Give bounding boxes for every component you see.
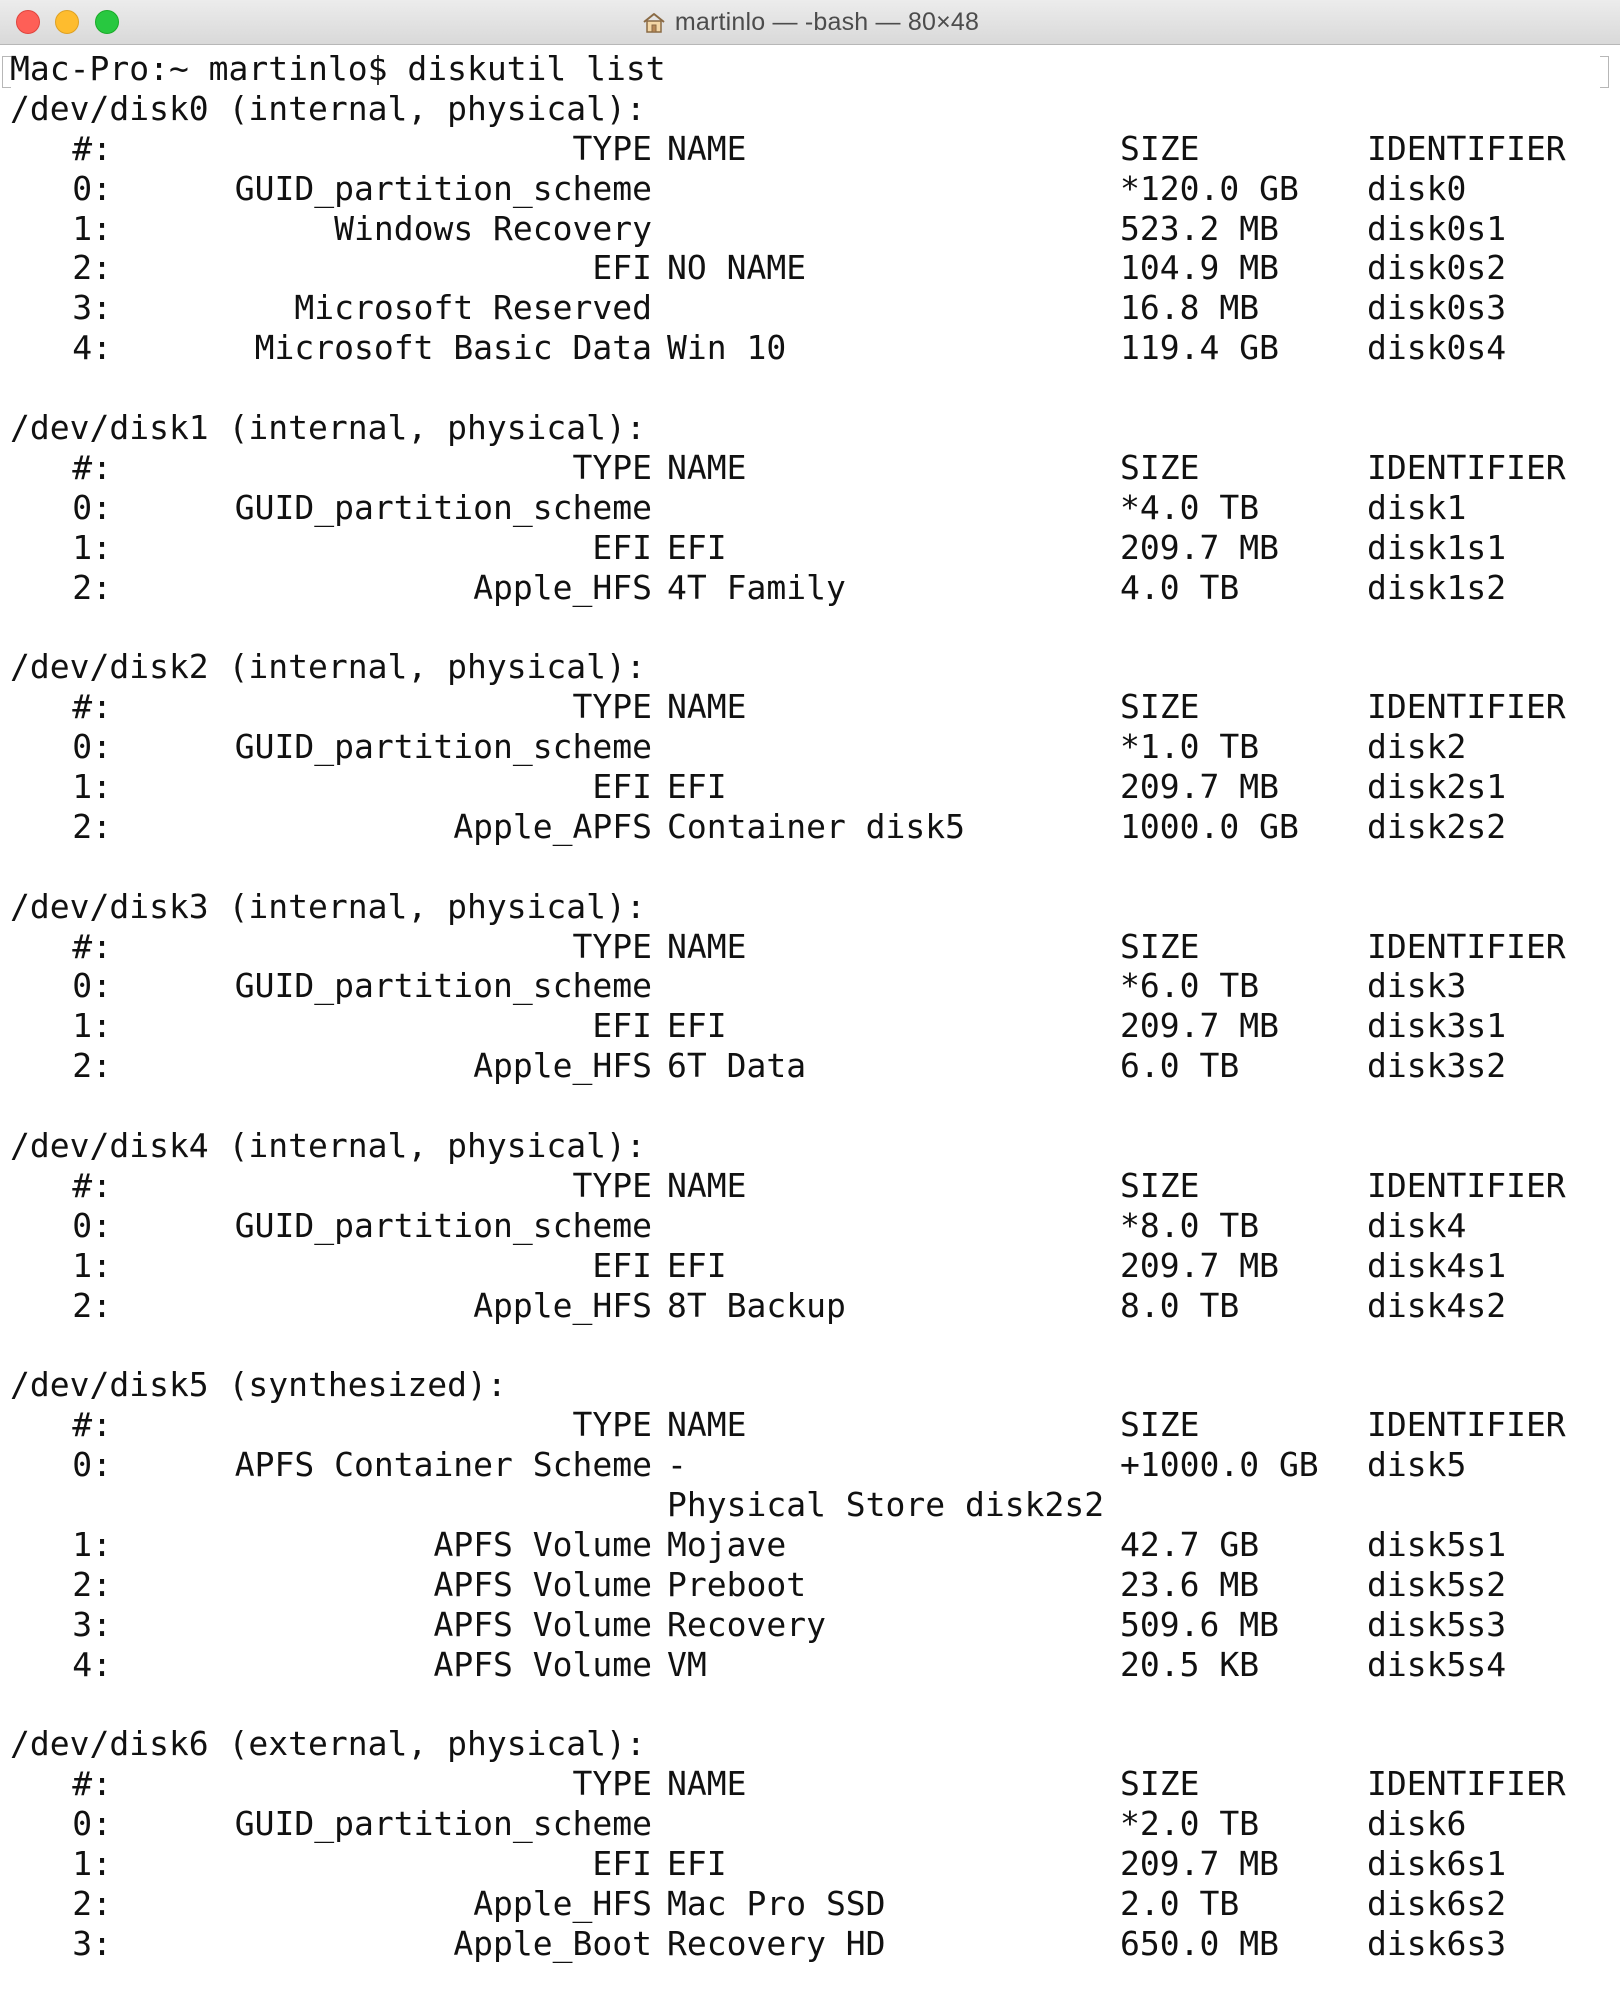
partition-row [10,1246,1605,1286]
partition-size: 2.0 TB [1120,1883,1240,1923]
partition-type: APFS Volume [433,1524,652,1564]
partition-identifier: disk5s3 [1367,1604,1507,1644]
window-title: martinlo — -bash — 80×48 [674,8,980,36]
partition-name: Preboot [667,1564,807,1604]
column-name-header: NAME [667,1405,747,1445]
partition-identifier: disk0s3 [1367,288,1507,328]
disk-header: /dev/disk5 (synthesized): [10,1365,507,1405]
partition-row [10,1804,1605,1844]
partition-size: *6.0 TB [1120,966,1260,1006]
partition-size: 4.0 TB [1120,567,1240,607]
partition-identifier: disk2 [1367,727,1467,767]
partition-row [10,1286,1605,1326]
partition-identifier: disk1 [1367,487,1467,527]
partition-name: 4T Family [667,567,846,607]
partition-identifier: disk4s2 [1367,1285,1507,1325]
partition-row [10,169,1605,209]
column-identifier-header: IDENTIFIER [1367,1405,1566,1445]
home-icon [641,11,667,35]
partition-name: EFI [667,527,727,567]
disk-header: /dev/disk1 (internal, physical): [10,408,646,448]
disk-header-line [10,1126,1605,1166]
partition-type: Apple_HFS [473,1883,652,1923]
column-identifier-header: IDENTIFIER [1367,1165,1566,1205]
partition-size: 509.6 MB [1120,1604,1279,1644]
blank-line [10,607,1605,647]
partition-type: EFI [592,1006,652,1046]
partition-type: EFI [592,248,652,288]
column-header-line [10,927,1605,967]
partition-type: Microsoft Basic Data [254,328,652,368]
column-type-header: TYPE [572,1764,652,1804]
column-identifier-header: IDENTIFIER [1367,926,1566,966]
column-number-header: #: [72,1165,112,1205]
disk-header: /dev/disk4 (internal, physical): [10,1126,646,1166]
partition-type: Apple_HFS [473,567,652,607]
partition-number: 2: [72,1564,112,1604]
partition-type: EFI [592,767,652,807]
column-type-header: TYPE [572,1405,652,1445]
column-identifier-header: IDENTIFIER [1367,1764,1566,1804]
column-size-header: SIZE [1120,926,1200,966]
partition-number: 1: [72,527,112,567]
partition-row [10,248,1605,288]
partition-row [10,1565,1605,1605]
column-identifier-header: IDENTIFIER [1367,128,1566,168]
partition-identifier: disk3s2 [1367,1046,1507,1086]
column-size-header: SIZE [1120,447,1200,487]
partition-identifier: disk3 [1367,966,1467,1006]
column-header-line [10,1405,1605,1445]
partition-number: 2: [72,1046,112,1086]
column-name-header: NAME [667,447,747,487]
partition-number: 1: [72,208,112,248]
partition-row [10,568,1605,608]
partition-size: *8.0 TB [1120,1205,1260,1245]
partition-identifier: disk6s2 [1367,1883,1507,1923]
partition-identifier: disk4 [1367,1205,1467,1245]
disk-header-line [10,647,1605,687]
partition-identifier: disk6s1 [1367,1844,1507,1884]
partition-type: Apple_APFS [453,806,652,846]
column-name-header: NAME [667,1165,747,1205]
partition-size: 20.5 KB [1120,1644,1260,1684]
partition-row [10,966,1605,1006]
title-bar[interactable] [0,0,1620,45]
partition-size: 650.0 MB [1120,1923,1279,1963]
partition-identifier: disk0s4 [1367,328,1507,368]
partition-row [10,1006,1605,1046]
partition-type: APFS Volume [433,1604,652,1644]
partition-number: 3: [72,288,112,328]
partition-identifier: disk6s3 [1367,1923,1507,1963]
partition-row [10,767,1605,807]
column-identifier-header: IDENTIFIER [1367,447,1566,487]
column-size-header: SIZE [1120,1405,1200,1445]
partition-name: EFI [667,1006,727,1046]
partition-name: 8T Backup [667,1285,846,1325]
disk-header: /dev/disk0 (internal, physical): [10,88,646,128]
partition-identifier: disk5s1 [1367,1524,1507,1564]
blank-line [10,368,1605,408]
partition-name: 6T Data [667,1046,807,1086]
column-number-header: #: [72,926,112,966]
partition-number: 2: [72,1285,112,1325]
terminal-output[interactable] [10,49,1605,1996]
partition-row [10,209,1605,249]
partition-identifier: disk6 [1367,1804,1467,1844]
column-header-line [10,687,1605,727]
column-name-header: NAME [667,1764,747,1804]
column-type-header: TYPE [572,1165,652,1205]
partition-identifier: disk2s2 [1367,806,1507,846]
column-size-header: SIZE [1120,1165,1200,1205]
partition-type: Apple_Boot [453,1923,652,1963]
partition-number: 2: [72,248,112,288]
column-number-header: #: [72,1764,112,1804]
column-type-header: TYPE [572,926,652,966]
partition-type: EFI [592,1245,652,1285]
partition-row [10,727,1605,767]
partition-size: *4.0 TB [1120,487,1260,527]
partition-size: 209.7 MB [1120,1006,1279,1046]
disk-header-line [10,408,1605,448]
partition-size: +1000.0 GB [1120,1445,1319,1485]
partition-row [10,488,1605,528]
partition-size: 119.4 GB [1120,328,1279,368]
partition-name: Physical Store disk2s2 [667,1485,1105,1525]
partition-row [10,1445,1605,1485]
partition-type: Apple_HFS [473,1046,652,1086]
disk-header-line [10,1724,1605,1764]
partition-size: 16.8 MB [1120,288,1260,328]
partition-number: 1: [72,1245,112,1285]
partition-identifier: disk2s1 [1367,767,1507,807]
column-name-header: NAME [667,128,747,168]
partition-size: *1.0 TB [1120,727,1260,767]
partition-row [10,1605,1605,1645]
disk-header: /dev/disk2 (internal, physical): [10,647,646,687]
partition-number: 3: [72,1604,112,1644]
partition-number: 0: [72,727,112,767]
partition-type: EFI [592,1844,652,1884]
partition-name: NO NAME [667,248,807,288]
partition-number: 0: [72,1445,112,1485]
partition-identifier: disk5s2 [1367,1564,1507,1604]
column-size-header: SIZE [1120,1764,1200,1804]
blank-line [10,847,1605,887]
column-size-header: SIZE [1120,128,1200,168]
column-header-line [10,1166,1605,1206]
partition-number: 2: [72,806,112,846]
partition-size: 209.7 MB [1120,767,1279,807]
partition-name: Recovery HD [667,1923,886,1963]
partition-identifier: disk1s2 [1367,567,1507,607]
partition-name: - [667,1445,687,1485]
partition-type: GUID_partition_scheme [234,1205,652,1245]
partition-row [10,1206,1605,1246]
partition-number: 1: [72,1524,112,1564]
partition-size: 42.7 GB [1120,1524,1260,1564]
partition-name: EFI [667,1844,727,1884]
partition-number: 0: [72,487,112,527]
partition-row [10,1924,1605,1964]
column-number-header: #: [72,447,112,487]
column-type-header: TYPE [572,687,652,727]
partition-identifier: disk0s1 [1367,208,1507,248]
partition-number: 0: [72,1205,112,1245]
partition-size: 523.2 MB [1120,208,1279,248]
partition-type: APFS Container Scheme [234,1445,652,1485]
partition-row [10,1525,1605,1565]
partition-type: GUID_partition_scheme [234,966,652,1006]
column-header-line [10,129,1605,169]
partition-type: Apple_HFS [473,1285,652,1325]
partition-number: 4: [72,328,112,368]
partition-size: *2.0 TB [1120,1804,1260,1844]
partition-row [10,328,1605,368]
partition-row [10,1645,1605,1685]
column-size-header: SIZE [1120,687,1200,727]
partition-size: 6.0 TB [1120,1046,1240,1086]
partition-type: Windows Recovery [334,208,652,248]
partition-size: 209.7 MB [1120,1245,1279,1285]
blank-line [10,1086,1605,1126]
partition-name: Mac Pro SSD [667,1883,886,1923]
partition-name: VM [667,1644,707,1684]
partition-type: EFI [592,527,652,567]
disk-header-line [10,89,1605,129]
partition-row [10,1884,1605,1924]
partition-number: 0: [72,168,112,208]
partition-identifier: disk0s2 [1367,248,1507,288]
partition-identifier: disk4s1 [1367,1245,1507,1285]
column-header-line [10,448,1605,488]
partition-size: *120.0 GB [1120,168,1299,208]
column-type-header: TYPE [572,447,652,487]
partition-type: GUID_partition_scheme [234,168,652,208]
column-name-header: NAME [667,926,747,966]
partition-size: 209.7 MB [1120,527,1279,567]
partition-row [10,1844,1605,1884]
partition-row [10,288,1605,328]
partition-type: GUID_partition_scheme [234,1804,652,1844]
partition-row [10,528,1605,568]
column-name-header: NAME [667,687,747,727]
partition-identifier: disk5 [1367,1445,1467,1485]
partition-type: Microsoft Reserved [294,288,652,328]
partition-row [10,1046,1605,1086]
partition-identifier: disk3s1 [1367,1006,1507,1046]
partition-name: EFI [667,767,727,807]
partition-number: 1: [72,1844,112,1884]
partition-row [10,1485,1605,1525]
partition-identifier: disk5s4 [1367,1644,1507,1684]
partition-identifier: disk0 [1367,168,1467,208]
partition-row [10,807,1605,847]
column-type-header: TYPE [572,128,652,168]
window-title-container [0,0,1620,45]
disk-header: /dev/disk6 (external, physical): [10,1724,646,1764]
partition-name: Mojave [667,1524,787,1564]
partition-name: Recovery [667,1604,826,1644]
partition-number: 0: [72,966,112,1006]
disk-header-line [10,1365,1605,1405]
partition-type: APFS Volume [433,1564,652,1604]
partition-number: 2: [72,567,112,607]
blank-line [10,1326,1605,1366]
partition-identifier: disk1s1 [1367,527,1507,567]
partition-number: 3: [72,1923,112,1963]
column-number-header: #: [72,1405,112,1445]
partition-size: 8.0 TB [1120,1285,1240,1325]
partition-type: GUID_partition_scheme [234,727,652,767]
partition-number: 1: [72,767,112,807]
partition-size: 209.7 MB [1120,1844,1279,1884]
disk-header-line [10,887,1605,927]
disk-header: /dev/disk3 (internal, physical): [10,886,646,926]
partition-number: 4: [72,1644,112,1684]
partition-number: 0: [72,1804,112,1844]
column-number-header: #: [72,687,112,727]
partition-name: EFI [667,1245,727,1285]
column-identifier-header: IDENTIFIER [1367,687,1566,727]
partition-number: 2: [72,1883,112,1923]
blank-line [10,1685,1605,1725]
partition-size: 23.6 MB [1120,1564,1260,1604]
partition-type: APFS Volume [433,1644,652,1684]
partition-type: GUID_partition_scheme [234,487,652,527]
partition-name: Win 10 [667,328,787,368]
column-header-line [10,1764,1605,1804]
prompt-line [10,49,1605,89]
partition-name: Container disk5 [667,806,966,846]
column-number-header: #: [72,128,112,168]
partition-number: 1: [72,1006,112,1046]
partition-size: 1000.0 GB [1120,806,1299,846]
command-prompt: Mac-Pro:~ martinlo$ diskutil list [10,49,666,88]
partition-size: 104.9 MB [1120,248,1279,288]
